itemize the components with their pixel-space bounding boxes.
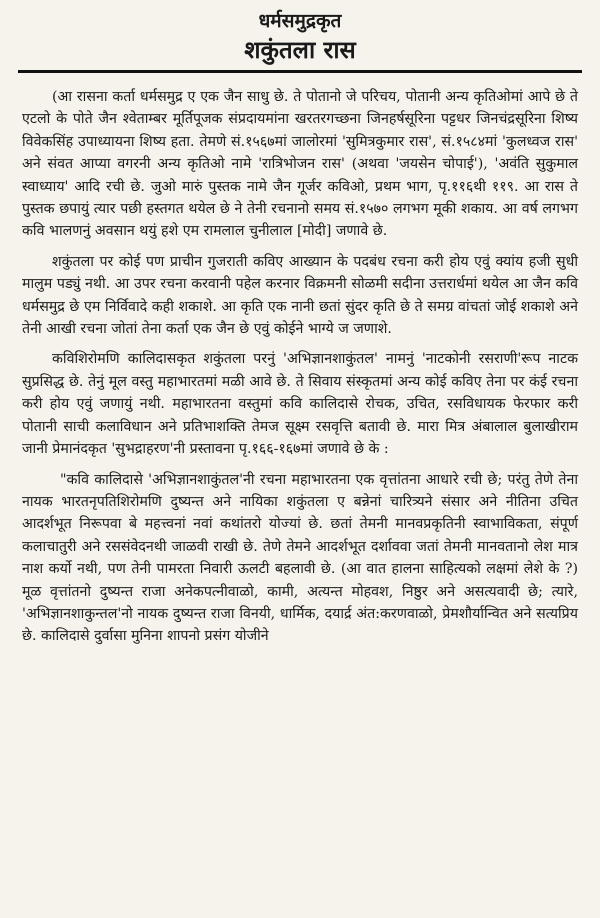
header-divider — [18, 70, 582, 73]
paragraph-quotation: "कवि कालिदासे 'अभिज्ञानशाकुंतल'नी रचना महाभारतना एक वृत्तांतना आधारे रची छे; परंतु तेणे तेना नायक भारतनृपतिशिरोमणि दुष्यन्त अने नायिका शकुंतला ए बन्नेनां चारित्र्यने संसार अने नीतिना उचित आदर्शभूत निरूपवा बे महत्त्वनां नवां कथांतरो योज्यां छे. छतां तेमनी मानवप्रकृतिनी स्वाभाविकता, संपूर्ण कलाचातुरी अने रससंवेदनथी जाळवी राखी छे. तेणे तेमने आदर्शभूत दर्शाववा जतां तेमनी मानवतानो लेश मात्र नाश कर्यो नथी, पण तेनी पामरता निवारी ऊलटी बहलावी छे. (आ वात हालना साहित्यको लक्षमां लेशे के ?) मूळ वृत्तांतनो दुष्यन्त राजा अनेकपत्नीवाळो, कामी, अत्यन्त मोहवश, निष्ठुर अने असत्यवादी छे; त्यारे, 'अभिज्ञानशाकुन्तल'नो नायक दुष्यन्त राजा विनयी, धार्मिक, दयार्द्र अंत:करणवाळो, प्रेमशौर्यान्वित अने सत्यप्रिय छे. कालिदासे दुर्वासा मुनिना शापनो प्रसंग योजीने — [22, 471, 578, 645]
paragraph-shakuntala-gujarati: शकुंतला पर कोई पण प्राचीन गुजराती कविए आख्यान के पदबंध रचना करी होय एवुं क्यांय हजी सुधी मालुम पड्युं नथी. आ उपर रचना करवानी पहेल करनार विक्रमनी सोळमी सदीना उत्तरार्धमां थयेल आ जैन कवि धर्मसमुद्र छे एम निर्विवादे कही शकाशे. आ कृति एक नानी छतां सुंदर कृति छे ते समग्र वांचतां जोई शकाशे अने तेनी आखी रचना जोतां तेना कर्ता एक जैन छे एवुं कोईने भाग्ये ज जणाशे. — [22, 253, 578, 338]
page-header — [0, 0, 600, 66]
body-text — [22, 86, 578, 656]
paragraph-introduction: (आ रासना कर्ता धर्मसमुद्र ए एक जैन साधु छे. ते पोतानो जे परिचय, पोतानी अन्य कृतिओमां आपे छे ते एटलो के पोते जैन श्वेताम्बर मूर्तिपूजक संप्रदायमांना खरतरगच्छना जिनहर्षसूरिना पट्टधर जिनचंद्रसूरिना शिष्य विवेकसिंह उपाध्यायना शिष्य हता. तेमणे सं.१५६७मां जालोरमां 'सुमित्रकुमार रास', सं.१५८४मां 'कुलध्वज रास' अने संवत आप्या वगरनी अन्य कृतिओ नामे 'रात्रिभोजन रास' (अथवा 'जयसेन चोपाई'), 'अवंति सुकुमाल स्वाध्याय' आदि रची छे. जुओ मारुं पुस्तक नामे जैन गूर्जर कविओ, प्रथम भाग, पृ.११६थी ११९. आ रास ते पुस्तक छपायुं त्यार पछी हस्तगत थयेल छे ने तेनी रचनानो समय सं.१५७० लगभग मूकी शकाय. आ वर्ष लगभग कवि भालणनुं अवसान थयुं हशे एम रामलाल चुनीलाल [मोदी] जणावे छे. — [22, 89, 578, 240]
author-subtitle: धर्मसमुद्रकृत — [258, 10, 342, 32]
page-title: शकुंतला रास — [244, 35, 356, 64]
paragraph-kalidasa: कविशिरोमणि कालिदासकृत शकुंतला परनुं 'अभिज्ञानशाकुंतल' नामनुं 'नाटकोनी रसराणी'रूप नाटक सुप्रसिद्ध छे. तेनुं मूल वस्तु महाभारतमां मळी आवे छे. ते सिवाय संस्कृतमां अन्य कोई कविए तेना पर कंई रचना करी होय एवुं जणायुं नथी. महाभारतना वस्तुमां कवि कालिदासे रोचक, उचित, रसविधायक फेरफार करी पोतानी साची कलाविधान अने प्रतिभाशक्ति तेमज सूक्ष्म रसवृत्ति बतावी छे. मारा मित्र अंबालाल बुलाखीराम जानी प्रेमानंदकृत 'सुभद्राहरण'नी प्रस्तावना पृ.१६६-१६७मां जणावे छे के : — [22, 351, 578, 458]
